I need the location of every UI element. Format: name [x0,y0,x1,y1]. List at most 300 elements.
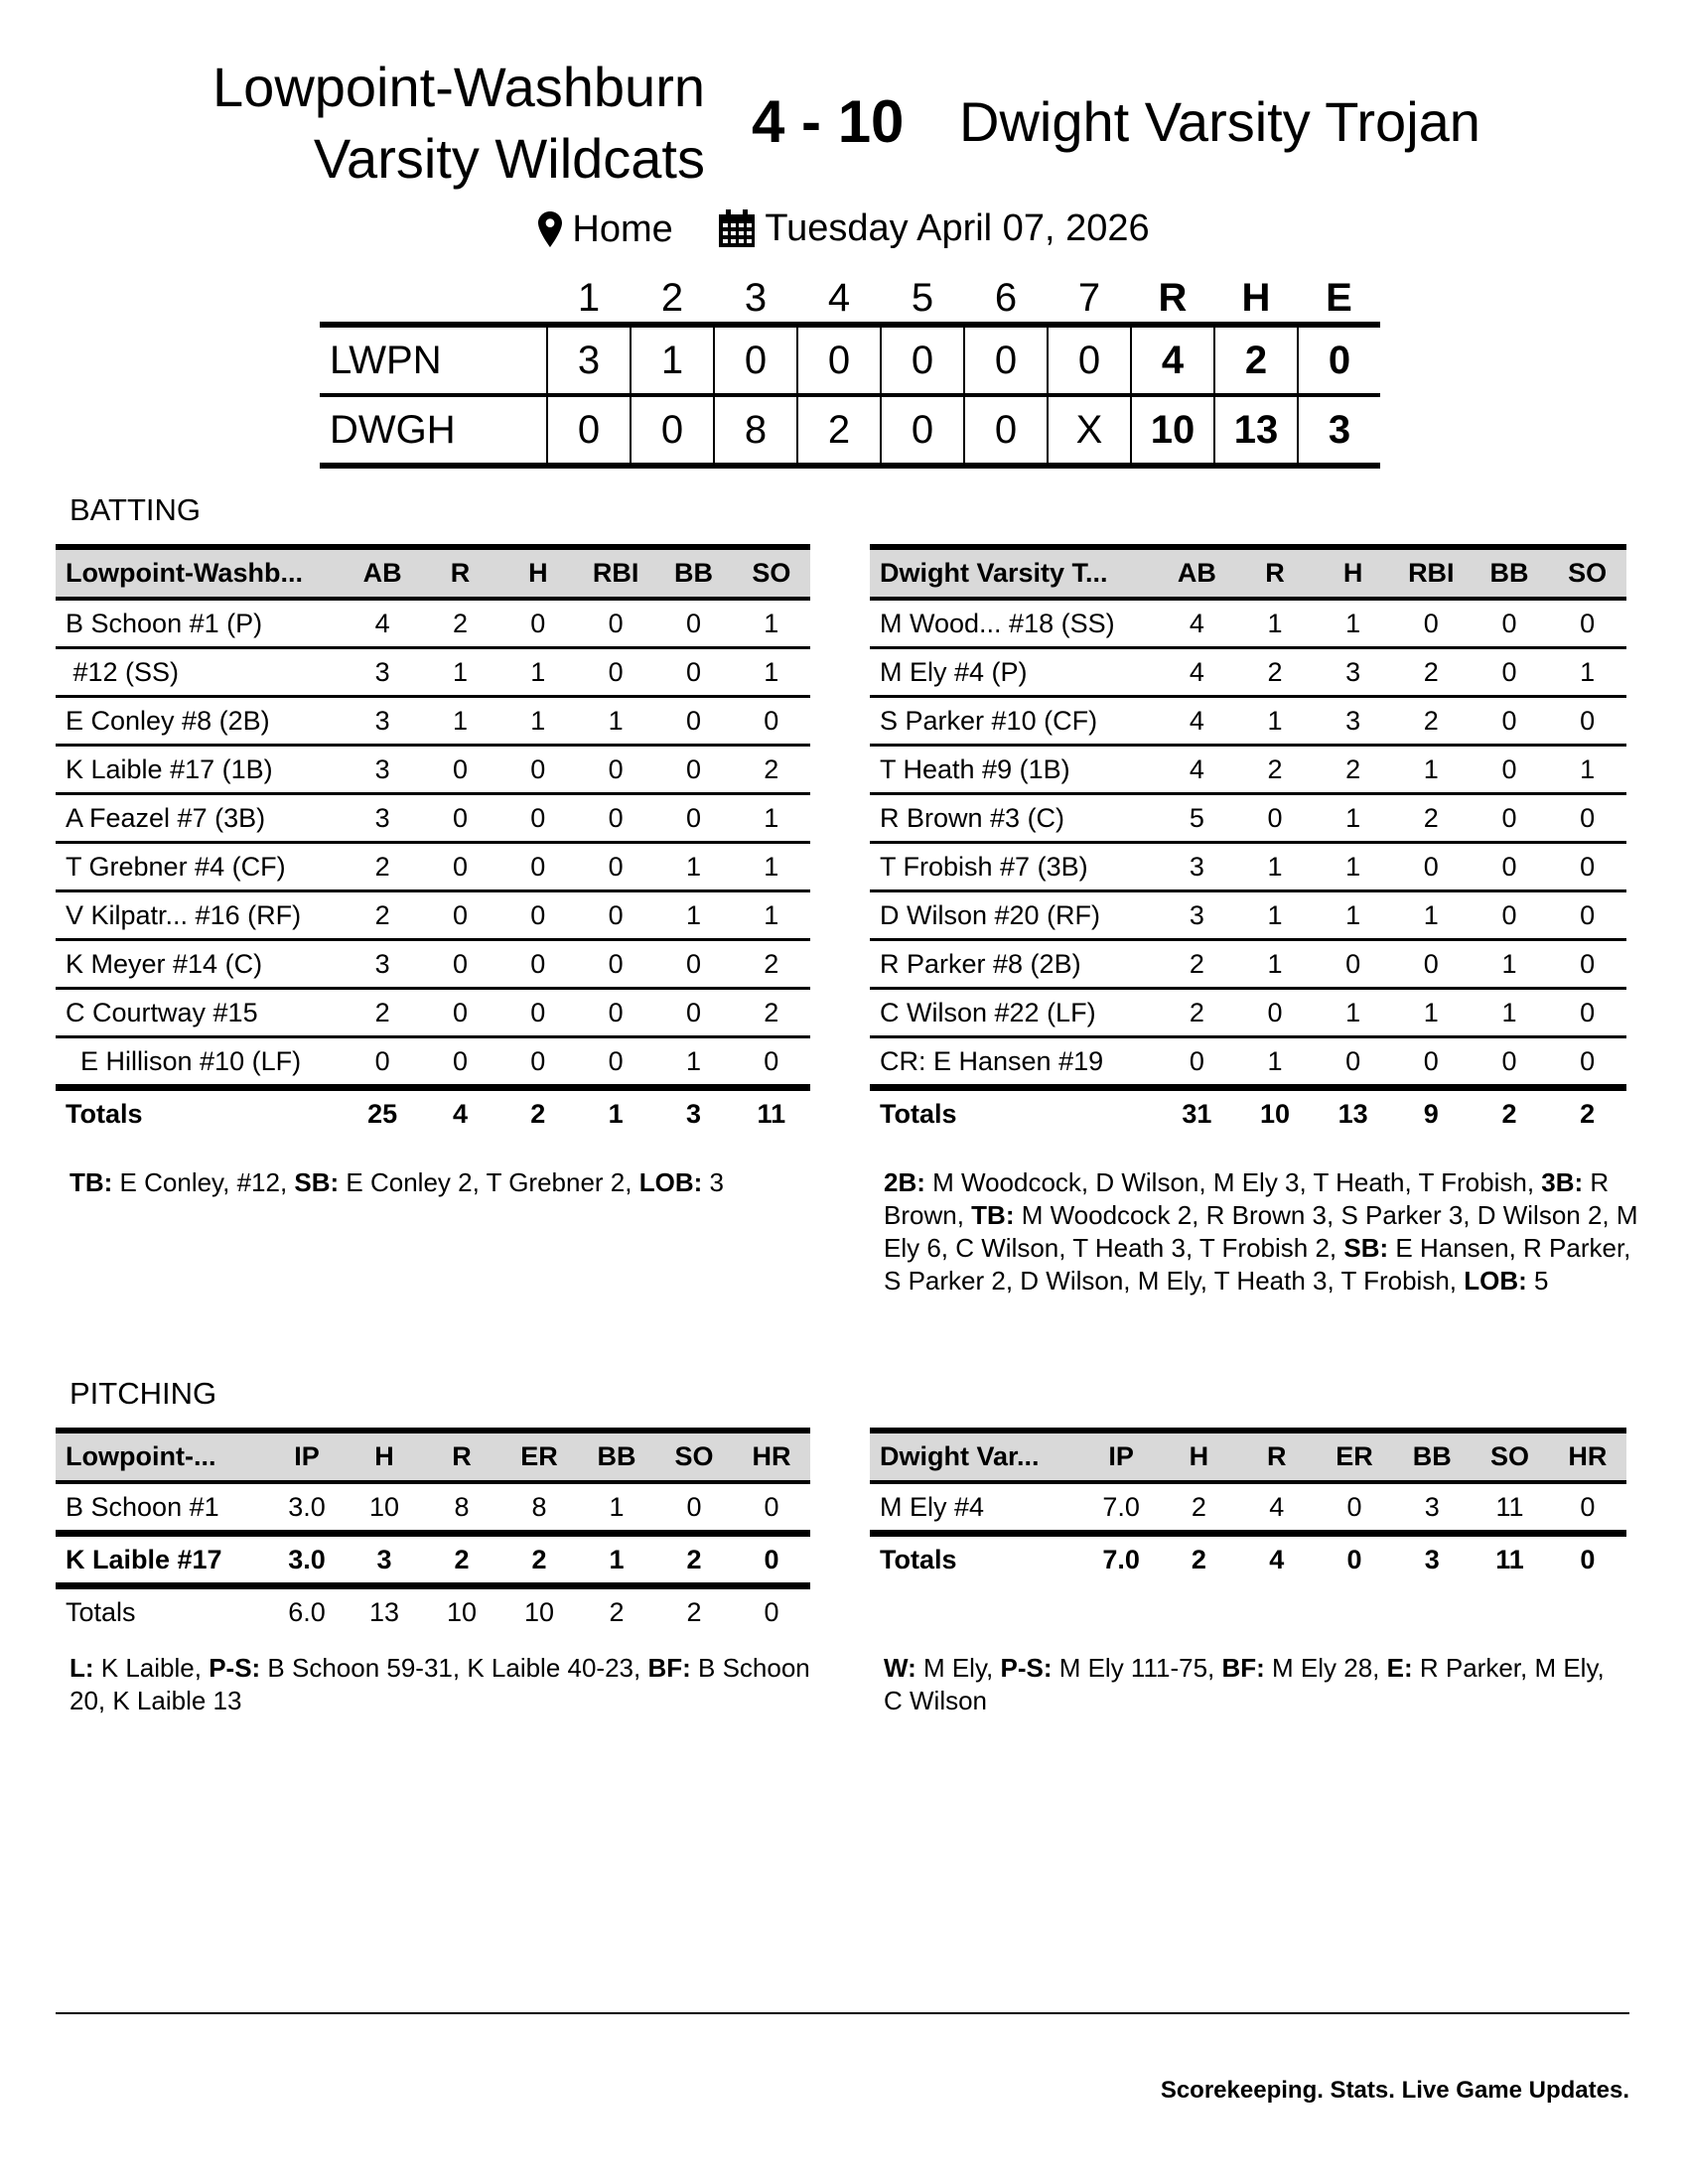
note-label: TB: [971,1200,1015,1230]
line-score-e: 3 [1298,395,1380,466]
player-name: #12 (SS) [56,648,344,697]
stat-cell: 1 [1548,648,1626,697]
map-pin-icon [538,211,562,247]
stat-cell: 2 [1191,1544,1206,1574]
stat-cell: 10 [346,1482,423,1534]
stat-cell: 2 [1158,989,1236,1037]
stat-cell: 0 [577,794,654,843]
column-header: HR [733,1431,810,1482]
stat-cell: 10 [523,1596,555,1627]
stat-cell: 2 [344,989,421,1037]
note-text: E Conley, #12, [112,1167,295,1197]
stat-cell: 3 [344,746,421,794]
stat-cell: 0 [654,648,732,697]
table-row [56,697,810,746]
line-score-header: R [1158,275,1188,320]
player-name: S Parker #10 (CF) [870,697,1158,746]
column-header: H [1314,547,1392,599]
line-score-team: LWPN [320,325,547,395]
inning-score: 0 [714,325,797,395]
stat-cell: 0 [577,599,654,648]
table-row [870,599,1626,648]
note-label: BF: [647,1653,691,1683]
line-score-header: 6 [994,275,1018,320]
stat-cell: 1 [1392,891,1471,940]
column-header: H [499,547,577,599]
column-header: AB [1158,547,1236,599]
stat-cell: 4 [452,1098,468,1129]
column-header: ER [500,1431,578,1482]
stat-cell: 3.0 [268,1482,346,1534]
column-header: H [1160,1431,1237,1482]
player-name: T Heath #9 (1B) [870,746,1158,794]
stat-cell: 4 [1269,1544,1285,1574]
away-team-name: Dwight Varsity Trojan [959,90,1480,153]
stat-cell: 0 [654,746,732,794]
stat-cell: 0 [1471,794,1549,843]
note-text: M Ely 111-75, [1052,1653,1222,1683]
player-name: R Brown #3 (C) [870,794,1158,843]
stat-cell: 1 [1236,891,1315,940]
column-header: SO [733,547,810,599]
column-header: R [423,1431,500,1482]
table-row [56,940,810,989]
stat-cell: 0 [733,1534,810,1586]
totals-row [870,1534,1626,1583]
line-score-header: E [1326,275,1352,320]
stat-cell: 0 [421,794,498,843]
stat-cell: 1 [733,891,810,940]
stat-cell: 2 [1392,794,1471,843]
stat-cell: 1 [733,843,810,891]
stat-cell: 1 [1314,599,1392,648]
stat-cell: 0 [577,940,654,989]
calendar-icon [719,209,755,247]
team-column-header: Dwight Varsity T... [870,547,1158,599]
stat-cell: 4 [344,599,421,648]
stat-cell: 1 [654,843,732,891]
player-name: A Feazel #7 (3B) [56,794,344,843]
table-row [870,648,1626,697]
note-label: TB: [70,1167,113,1197]
column-header: BB [578,1431,655,1482]
stat-cell: 0 [1314,1037,1392,1088]
note-label: 2B: [884,1167,925,1197]
stat-cell: 1 [733,599,810,648]
stat-cell: 2 [344,843,421,891]
stat-cell: 0 [1548,843,1626,891]
game-date [719,204,1149,253]
stat-cell: 0 [733,1037,810,1088]
stat-cell: 1 [1392,989,1471,1037]
inning-score: 8 [714,395,797,466]
stat-cell: 0 [1236,794,1315,843]
stat-cell: 0 [499,746,577,794]
stat-cell: 2 [423,1534,500,1586]
stat-cell: 0 [421,891,498,940]
line-score-e: 0 [1298,325,1380,395]
stat-cell: 2 [733,989,810,1037]
line-score-r: 10 [1131,395,1214,466]
table-row [56,1482,810,1534]
stat-cell: 0 [1471,648,1549,697]
stat-cell: 0 [577,989,654,1037]
stat-cell: 10 [446,1596,478,1627]
table-row [56,746,810,794]
stat-cell: 1 [499,697,577,746]
home-team-name-line1: Lowpoint-Washburn [212,56,705,118]
player-name: E Hillison #10 (LF) [56,1037,344,1088]
line-score-header: 5 [911,275,934,320]
table-row [870,891,1626,940]
stat-cell: 1 [1314,989,1392,1037]
note-text: R Parker, M Ely, C Wilson [884,1653,1605,1715]
stat-cell: 0 [421,746,498,794]
column-header: BB [654,547,732,599]
line-score-header: 2 [660,275,684,320]
stat-cell: 0 [577,1037,654,1088]
stat-cell: 0 [1392,1037,1471,1088]
column-header: RBI [577,547,654,599]
stat-cell: 2 [733,940,810,989]
stat-cell: 3.0 [268,1534,346,1586]
stat-cell: 0 [344,1037,421,1088]
home-batting-table [56,544,810,1137]
table-row [56,794,810,843]
inning-score: 2 [797,395,881,466]
note-label: W: [884,1653,916,1683]
totals-row [56,1586,810,1636]
stat-cell: 3 [1393,1482,1471,1534]
stat-cell: 1 [733,648,810,697]
stat-cell: 0 [1158,1037,1236,1088]
stat-cell: 31 [1182,1098,1212,1129]
stat-cell: 2 [1158,940,1236,989]
column-header: R [1236,547,1315,599]
column-header: HR [1549,1431,1626,1482]
stat-cell: 3 [1314,697,1392,746]
table-row [870,843,1626,891]
note-text: E Hansen, R Parker, S Parker 2, D Wilson, M Ely, T Heath 3, T Frobish, [884,1233,1631,1296]
stat-cell: 13 [368,1596,400,1627]
stat-cell: 1 [1471,989,1549,1037]
note-text: M Ely 28, [1264,1653,1387,1683]
stat-cell: 0 [1548,891,1626,940]
stat-cell: 2 [1236,648,1315,697]
stat-cell: 3 [346,1534,423,1586]
table-row [56,648,810,697]
stat-cell: 0 [421,1037,498,1088]
player-name: M Ely #4 (P) [870,648,1158,697]
table-row [56,599,810,648]
column-header: H [346,1431,423,1482]
stat-cell: 0 [1471,1037,1549,1088]
player-name: M Wood... #18 (SS) [870,599,1158,648]
player-name: Totals [66,1596,136,1627]
stat-cell: 0 [1392,843,1471,891]
player-name: R Parker #8 (2B) [870,940,1158,989]
stat-cell: 1 [1236,940,1315,989]
stat-cell: 1 [1314,794,1392,843]
player-name: B Schoon #1 [56,1482,268,1534]
stat-cell: 0 [654,989,732,1037]
stat-cell: 0 [499,989,577,1037]
stat-cell: 4 [1158,697,1236,746]
home-team-name-line2: Varsity Wildcats [313,127,705,190]
stat-cell: 7.0 [1082,1482,1160,1534]
game-info [0,204,1688,260]
note-text: B Schoon 20, K Laible 13 [70,1653,810,1715]
stat-cell: 2 [655,1534,733,1586]
line-score-row [320,395,1380,466]
totals-row [870,1088,1626,1138]
game-location [538,205,672,254]
inning-score: 0 [881,325,964,395]
stat-cell: 7.0 [1102,1544,1140,1574]
stat-cell: 2 [686,1596,702,1627]
stat-cell: 0 [577,648,654,697]
stat-cell: 0 [1314,940,1392,989]
stat-cell: 1 [578,1482,655,1534]
stat-cell: 0 [577,843,654,891]
line-score-row [320,325,1380,395]
stat-cell: 0 [655,1482,733,1534]
note-label: BF: [1221,1653,1265,1683]
inning-score: 0 [881,395,964,466]
stat-cell: 3 [344,648,421,697]
line-score-team: DWGH [320,395,547,466]
stat-cell: 0 [1346,1544,1362,1574]
stat-cell: 8 [500,1482,578,1534]
stat-cell: 3 [344,794,421,843]
stat-cell: 2 [530,1098,546,1129]
table-row [870,940,1626,989]
column-header: R [421,547,498,599]
line-score-header: H [1241,275,1271,320]
stat-cell: 1 [1314,843,1392,891]
stat-cell: 3 [685,1098,701,1129]
stat-cell: 1 [1236,843,1315,891]
stat-cell: 0 [499,891,577,940]
stat-cell: 0 [499,940,577,989]
note-label: P-S: [1000,1653,1053,1683]
footer-divider [56,2012,1629,2014]
column-header: RBI [1392,547,1471,599]
column-header: SO [655,1431,733,1482]
stat-cell: 0 [421,940,498,989]
line-score-header: 4 [827,275,851,320]
stat-cell: 0 [733,697,810,746]
stat-cell: 1 [1548,746,1626,794]
stat-cell: 0 [654,599,732,648]
player-name: Totals [66,1098,143,1129]
stat-cell: 0 [1548,1037,1626,1088]
stat-cell: 0 [421,843,498,891]
stat-cell: 8 [423,1482,500,1534]
table-row [56,843,810,891]
stat-cell: 0 [499,1037,577,1088]
player-name: M Ely #4 [870,1482,1082,1534]
note-text: B Schoon 59-31, K Laible 40-23, [260,1653,648,1683]
footer-tagline: Scorekeeping. Stats. Live Game Updates. [1160,2077,1629,2104]
stat-cell: 2 [1314,746,1392,794]
table-row [870,1037,1626,1088]
stat-cell: 0 [1471,697,1549,746]
stat-cell: 4 [1158,648,1236,697]
totals-row [56,1088,810,1138]
home-pitching-table [56,1428,810,1635]
stat-cell: 0 [654,794,732,843]
stat-cell: 1 [1236,599,1315,648]
table-row [870,697,1626,746]
date-label: Tuesday April 07, 2026 [765,207,1150,249]
column-header: SO [1548,547,1626,599]
note-label: P-S: [209,1653,261,1683]
stat-cell: 0 [1471,746,1549,794]
stat-cell: 2 [609,1596,625,1627]
table-row [870,746,1626,794]
pitching-section-label: PITCHING [70,1376,217,1411]
note-text: R Brown, [884,1167,1610,1230]
table-row [870,989,1626,1037]
stat-cell: 0 [577,746,654,794]
stat-cell: 1 [578,1534,655,1586]
inning-score: 1 [631,325,714,395]
line-score-h: 13 [1214,395,1298,466]
stat-cell: 1 [421,648,498,697]
stat-cell: 2 [1392,648,1471,697]
stat-cell: 2 [1501,1098,1517,1129]
player-name: C Courtway #15 [56,989,344,1037]
stat-cell: 1 [654,891,732,940]
team-column-header: Lowpoint-... [56,1431,268,1482]
stat-cell: 13 [1337,1098,1368,1129]
stat-cell: 3 [344,697,421,746]
table-row [56,989,810,1037]
note-label: E: [1386,1653,1413,1683]
stat-cell: 4 [1158,599,1236,648]
line-score-r: 4 [1131,325,1214,395]
player-name: K Laible #17 (1B) [56,746,344,794]
stat-cell: 1 [1314,891,1392,940]
stat-cell: 0 [1392,599,1471,648]
stat-cell: 2 [344,891,421,940]
stat-cell: 0 [577,891,654,940]
stat-cell: 0 [499,794,577,843]
stat-cell: 0 [1549,1482,1626,1534]
table-row [56,1534,810,1586]
stat-cell: 2 [421,599,498,648]
stat-cell: 0 [654,697,732,746]
stat-cell: 11 [1471,1482,1548,1534]
stat-cell: 1 [1392,746,1471,794]
stat-cell: 0 [1316,1482,1393,1534]
inning-score: X [1048,395,1131,466]
table-row [870,794,1626,843]
column-header: BB [1393,1431,1471,1482]
table-row [56,891,810,940]
home-team-name [10,52,705,195]
note-text: 3 [702,1167,724,1197]
away-batting-table [870,544,1626,1137]
table-header-row [870,1431,1626,1482]
stat-cell: 5 [1158,794,1236,843]
note-text: M Ely, [915,1653,1001,1683]
stat-cell: 2 [500,1534,578,1586]
stat-cell: 0 [1548,599,1626,648]
stat-cell: 1 [577,697,654,746]
stat-cell: 3 [1314,648,1392,697]
column-header: AB [344,547,421,599]
player-name: Totals [880,1544,957,1574]
column-header: ER [1316,1431,1393,1482]
player-name: B Schoon #1 (P) [56,599,344,648]
inning-score: 3 [547,325,631,395]
line-score-table [320,274,1380,469]
team-column-header: Lowpoint-Washb... [56,547,344,599]
stat-cell: 6.0 [288,1596,326,1627]
player-name: V Kilpatr... #16 (RF) [56,891,344,940]
location-label: Home [572,208,673,250]
batting-section-label: BATTING [70,492,202,527]
stat-cell: 0 [1548,989,1626,1037]
column-header: BB [1471,547,1549,599]
note-text: M Woodcock 2, R Brown 3, S Parker 3, D Wilson 2, M Ely 6, C Wilson, T Heath 3, T Frobish 2, [884,1200,1638,1263]
line-score-h: 2 [1214,325,1298,395]
stat-cell: 2 [1580,1098,1596,1129]
player-name: E Conley #8 (2B) [56,697,344,746]
note-label: SB: [1343,1233,1389,1263]
line-score-header: 7 [1077,275,1101,320]
stat-cell: 1 [499,648,577,697]
stat-cell: 1 [654,1037,732,1088]
stat-cell: 4 [1158,746,1236,794]
stat-cell: 1 [421,697,498,746]
note-label: LOB: [638,1167,703,1197]
stat-cell: 0 [733,1482,810,1534]
stat-cell: 2 [1392,697,1471,746]
column-header: R [1238,1431,1316,1482]
stat-cell: 3 [344,940,421,989]
away-batting-notes [884,1166,1638,1297]
away-pitching-table [870,1428,1626,1582]
stat-cell: 0 [1471,843,1549,891]
column-header: IP [268,1431,346,1482]
player-name: Totals [880,1098,957,1129]
stat-cell: 3 [1158,843,1236,891]
note-label: L: [70,1653,94,1683]
note-label: LOB: [1464,1266,1527,1296]
player-name: T Grebner #4 (CF) [56,843,344,891]
home-pitching-notes [70,1652,824,1717]
inning-score: 0 [964,395,1048,466]
stat-cell: 4 [1238,1482,1316,1534]
table-header-row [56,547,810,599]
note-label: SB: [294,1167,340,1197]
note-text: E Conley 2, T Grebner 2, [339,1167,639,1197]
inning-score: 0 [547,395,631,466]
stat-cell: 1 [608,1098,624,1129]
stat-cell: 3 [1424,1544,1440,1574]
stat-cell: 0 [1548,940,1626,989]
stat-cell: 10 [1259,1098,1291,1129]
stat-cell: 0 [1471,599,1549,648]
table-header-row [56,1431,810,1482]
stat-cell: 0 [499,599,577,648]
stat-cell: 0 [1548,697,1626,746]
stat-cell: 2 [733,746,810,794]
note-text: K Laible, [93,1653,210,1683]
